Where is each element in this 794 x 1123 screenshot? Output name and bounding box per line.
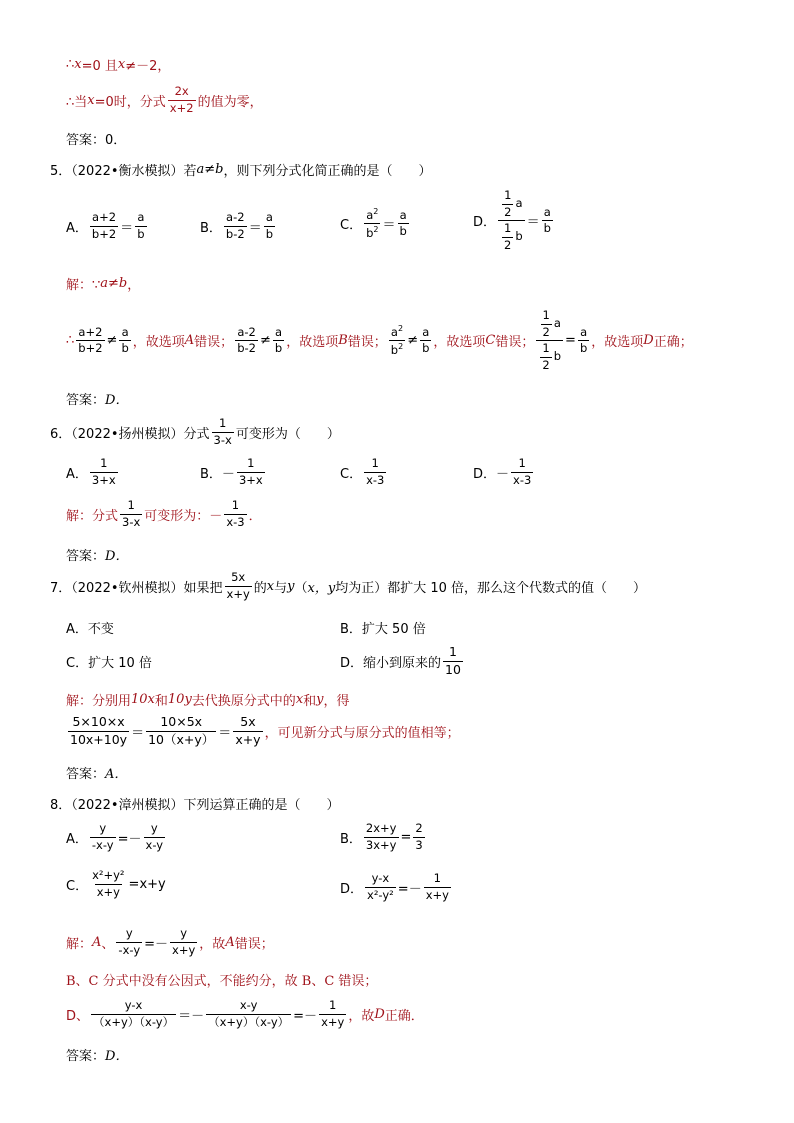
q5-option-c: C． $\frac{a^2}{b^2}$ ＝ $\frac{a}{b}$: [340, 207, 407, 241]
q5-solution-line1: [66, 274, 140, 293]
q8-option-a: A． $\frac{y}{-x-y}$ =－ $\frac{y}{x-y}$: [66, 821, 164, 852]
fraction: $\frac{y-x}{\text{x²-y²}}$: [367, 871, 394, 902]
text: ，则下列分式化简正确的是（ ）: [223, 164, 432, 179]
fraction: $\frac{5x}{x+y}$: [226, 570, 250, 601]
fraction: $\frac{a}{b}$: [422, 324, 430, 355]
q7-solution-line1: 解：分别用 10x 和 10y 去代换原分式中的 x 和 y ，得: [66, 692, 350, 709]
q6-answer: 答案： D．: [66, 549, 129, 564]
fraction: $\frac{a^2}{b^2}$: [366, 207, 379, 241]
fraction: $\frac{a+2}{b+2}$: [78, 324, 103, 355]
fraction: $\frac{1}{3-x}$: [213, 416, 232, 447]
text: =0时，分式: [94, 94, 166, 110]
option-label: C．: [340, 218, 363, 234]
q5-stem: [50, 160, 432, 179]
q4-line2: [66, 86, 263, 114]
q5-option-b: B． $\frac{a-2}{b-2}$ ＝ $\frac{a}{b}$: [200, 210, 274, 241]
q8-solution-a: 解： A 、 $\frac{y}{-x-y}$ =－ $\frac{y}{x+y}$ ，故 A 错误；: [66, 926, 274, 957]
text: 解：∵: [66, 278, 101, 293]
compound-fraction: $\frac{1}{2}$ a $\frac{1}{2}$ b: [536, 310, 563, 371]
compound-fraction: $\frac{1}{2}$ a $\frac{1}{2}$ b: [498, 190, 525, 251]
fraction: $\frac{y}{x-y}$: [145, 821, 164, 852]
fraction: $\frac{5x}{x+y}$: [235, 714, 261, 747]
fraction: $\frac{a}{b}$: [543, 204, 551, 235]
fraction: $\frac{2x}{x+2}$: [169, 84, 194, 115]
q7-option-d: D．缩小到原来的 $\frac{1}{10}$: [340, 644, 461, 677]
fraction: $\frac{1}{3+x}$: [238, 456, 263, 487]
fraction: $\frac{2x+y}{3x+y}$: [365, 821, 397, 852]
fraction: $\frac{1}{x-3}$: [366, 456, 385, 487]
option-label: D．: [473, 215, 497, 230]
fraction: $\frac{\text{x²+y²}}{x+y}$: [92, 868, 125, 899]
fraction: $\frac{a}{b}$: [121, 324, 129, 355]
q4-answer: [66, 129, 126, 148]
q7-option-c: C．扩大 10 倍: [66, 656, 152, 671]
text: ≠－2，: [125, 59, 171, 74]
fraction: $\frac{a}{b}$: [579, 324, 588, 355]
q7-stem: 7．（2022•钦州模拟）如果把 $\frac{5x}{x+y}$ 的 x 与 y （ x，y 均为正）都扩大 10 倍，那么这个代数式的值（ ）: [50, 570, 647, 601]
q6-stem: 6．（2022•扬州模拟）分式 $\frac{1}{3-x}$ 可变形为（ ）: [50, 416, 340, 447]
fraction: $\frac{a}{b}$: [274, 324, 283, 355]
var-x: x: [87, 92, 95, 108]
answer-value: 0．: [105, 133, 127, 148]
fraction: $\frac{2}{3}$: [415, 821, 423, 852]
fraction: $\frac{a-2}{b-2}$: [237, 324, 256, 355]
fraction: $\frac{y}{x+y}$: [172, 926, 196, 957]
option-label: A．: [66, 220, 88, 236]
fraction: $\frac{1}{x+y}$: [425, 871, 449, 902]
q6-option-a: A． $\frac{1}{3+x}$: [66, 456, 116, 487]
q7-solution-line2: $\frac{5\times 10\times x}{10x+10y}$ ＝ $\frac{10\times 5x}{10(x+y)}$ ＝ $\frac{5x}{x+y}$ ，可见新分式与原分式的值相等；: [70, 714, 460, 747]
fraction: $\frac{1}{3+x}$: [91, 456, 116, 487]
fraction: $\frac{a}{b}$: [137, 210, 145, 241]
var-x: x: [74, 57, 82, 72]
option-label: B．: [200, 220, 222, 236]
fraction: $\frac{a^2}{b^2}$: [390, 323, 404, 357]
text: =0 且: [81, 59, 118, 74]
fraction: $\frac{1}{x-3}$: [513, 456, 532, 487]
answer-label: 答案：: [66, 393, 106, 408]
text: ∴: [66, 57, 75, 72]
q8-solution-bc: B、C 分式中没有公因式，不能约分，故 B、C 错误；: [66, 974, 378, 989]
q8-solution-d: D、 $\frac{y-x}{(x+y)(x-y)}$ ＝－ $\frac{x-y}{(x+y)(x-y)}$ =－ $\frac{1}{x+y}$ ，故 D 正确．: [66, 998, 424, 1029]
q6-solution: 解：分式 $\frac{1}{3-x}$ 可变形为：－ $\frac{1}{x-3}$ ．: [66, 498, 262, 529]
q6-option-c: C． $\frac{1}{x-3}$: [340, 456, 385, 487]
answer-label: 答案：: [66, 133, 106, 148]
fraction: $\frac{a}{b}$: [399, 207, 407, 239]
fraction: $\frac{1}{x+y}$: [321, 998, 345, 1029]
math: a≠b: [100, 276, 128, 291]
q8-option-b: B． $\frac{2x+y}{3x+y}$ = $\frac{2}{3}$: [340, 821, 423, 852]
fraction: $\frac{10\times 5x}{10(x+y)}$: [148, 714, 215, 747]
q5-option-a: A． $\frac{a+2}{b+2}$ ＝ $\frac{a}{b}$: [66, 210, 145, 241]
text: ，: [127, 278, 141, 293]
q7-answer: 答案： A．: [66, 767, 128, 782]
fraction: $\frac{5\times 10\times x}{10x+10y}$: [70, 714, 128, 747]
math: a≠b: [196, 162, 224, 177]
q5-solution-line2: ∴ $\frac{a+2}{b+2}$ ≠ $\frac{a}{b}$ ，故选项 A 错误； $\frac{a-2}{b-2}$ ≠ $\frac{a}{b}$ ，故选项 B 错误； $\frac{a^2}{b^2}$ ≠ $\frac{a}{b}$ ，故选项 C 错误； $\frac{1}{2}$ a $\frac{1}{2}$ b = $\frac{a}{b}$ ，故选项 D 正确；: [66, 308, 693, 372]
q8-option-d: D． $\frac{y-x}{\text{x²-y²}}$ =－ $\frac{1}{x+y}$: [340, 871, 449, 902]
q8-stem: 8．（2022•漳州模拟）下列运算正确的是（ ）: [50, 798, 340, 813]
fraction: $\frac{y}{-x-y}$: [118, 926, 141, 957]
fraction: $\frac{a-2}{b-2}$: [225, 210, 245, 241]
fraction: $\frac{a+2}{b+2}$: [91, 210, 117, 241]
fraction: $\frac{1}{10}$: [445, 644, 461, 677]
fraction: $\frac{y}{-x-y}$: [91, 821, 114, 852]
fraction: $\frac{x-y}{(x+y)(x-y)}$: [208, 998, 290, 1029]
q6-option-d: D． － $\frac{1}{x-3}$: [473, 456, 532, 487]
q7-option-b: B．扩大 50 倍: [340, 622, 426, 637]
text: ∴当: [66, 94, 88, 110]
q5-option-d: D． $\frac{1}{2}$ a $\frac{1}{2}$ b ＝ $\frac{a}{b}$: [473, 188, 551, 252]
fraction: $\frac{a}{b}$: [265, 210, 274, 241]
text: 的值为零，: [197, 94, 263, 110]
q6-option-b: B． － $\frac{1}{3+x}$: [200, 456, 263, 487]
fraction: $\frac{y-x}{(x+y)(x-y)}$: [93, 998, 175, 1029]
q8-option-c: C． $\frac{\text{x²+y²}}{x+y}$ =x+y: [66, 868, 166, 899]
answer-value: D．: [105, 393, 129, 408]
q4-line1: [66, 55, 170, 74]
var-x: x: [117, 57, 126, 72]
q8-answer: 答案： D．: [66, 1049, 129, 1064]
q7-option-a: A．不变: [66, 622, 114, 637]
q5-answer: [66, 389, 128, 408]
fraction: $\frac{1}{3-x}$: [122, 498, 141, 529]
text: 5．（2022•衡水模拟）若: [50, 164, 197, 179]
fraction: $\frac{1}{x-3}$: [226, 498, 245, 529]
